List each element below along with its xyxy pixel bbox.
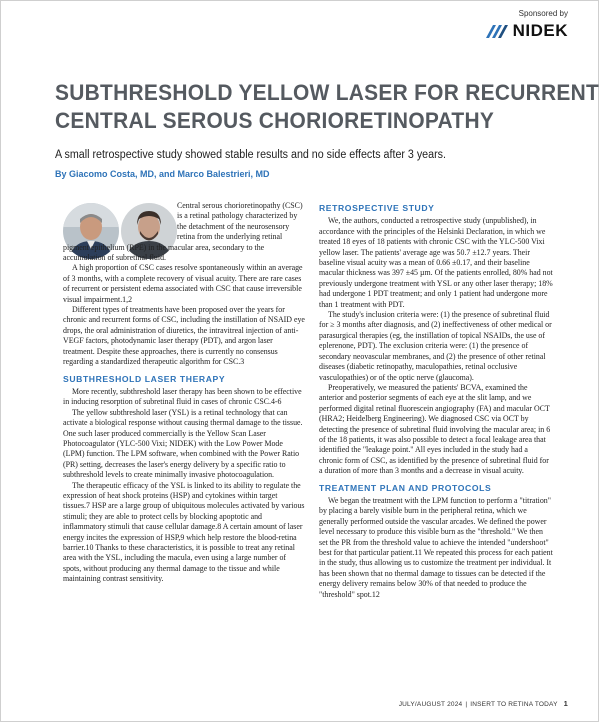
article-title-line-1: SUBTHRESHOLD YELLOW LASER FOR RECURRENT	[55, 80, 600, 105]
article-byline: By Giacomo Costa, MD, and Marco Balestrieri, MD	[55, 169, 270, 179]
right-column	[319, 201, 553, 600]
brand-name: NIDEK	[512, 21, 568, 40]
paragraph: The study's inclusion criteria were: (1) the presence of subretinal fluid for ≥ 3 months after diagnosis, and (2) ineffectiveness of other medical or parasurgical therapies (eg, the instillation of topical NSAIDs, the use of eplerenone, PDT). The exclusion criteria were: (1) the presence of secondary neovascular membranes, and (2) the presence of other retinal diseases (diabetic retinopathy, maculopathies, retinal occlusive vasculopathies) or of the optic nerve (glaucoma).	[319, 310, 552, 382]
brand-logo-block	[484, 21, 568, 41]
intro-paragraph: Central serous chorioretinopathy (CSC) is a retinal pathology characterized by the detachment of the neurosensory retina from the underlying retinal	[177, 201, 303, 242]
page-footer	[399, 699, 568, 708]
section-heading-treatment-plan: TREATMENT PLAN AND PROTOCOLS	[319, 482, 492, 493]
footer-publication: INSERT TO RETINA TODAY	[470, 701, 558, 708]
article-title-line-2: CENTRAL SEROUS CHORIORETINOPATHY	[55, 108, 495, 133]
intro-paragraph-continued: pigment epithelium (RPE) in the macular area, secondary to the accumulation of subretinal fluid.	[63, 242, 265, 263]
paragraph: We, the authors, conducted a retrospective study (unpublished), in accordance with the principles of the Helsinki Declaration, in which we treated 18 eyes of 18 patients with chronic CSC with the YLC-500 Vixi yellow laser. The patients' average age was 50.7 ±12.7 years. Their baseline visual acuity was a mean of 0.66 ±0.17, and their baseline macular thickness was 397 ±45 µm. Of the patients enrolled, 80% had not previously undergone treatment with YSL or any other laser therapy; 18% had undergone 1 PDT treatment; and only 1 patient had undergone more than 1 treatment with PDT.	[319, 216, 553, 309]
paragraph: A high proportion of CSC cases resolve spontaneously within an average of 3 months, with a complete recovery of visual acuity. There are rare cases of recurrent or persistent edema associated with CSC that cause irreversible visual impairment.1,2	[63, 263, 303, 304]
paragraph: More recently, subthreshold laser therapy has been shown to be effective in inducing resorption of subretinal fluid in cases of chronic CSC.4-6	[63, 386, 302, 407]
paragraph: The yellow subthreshold laser (YSL) is a retinal technology that can activate a biological response without causing thermal damage to the tissue. One such laser produced commercially is the Yellow Scan Laser Photocoagulator (YLC-500 Vixi; NIDEK) with the Low Power Mode (LPM) function. The LPM software, when combined with the Power Ratio (PR) setting, decreases the laser's energy delivery by a specific ratio to subthreshold levels to create minimally invasive photocoagulation.	[63, 407, 303, 480]
paragraph: Different types of treatments have been proposed over the years for chronic and recurrent forms of CSC, including the instillation of NSAID eye drops, the oral administration of diuretics, the intravitreal injection of anti-VEGF factors, photodynamic laser therapy (PDT), and argon laser treatment. Despite these approaches, there is currently no consensus regarding a standardized therapeutic algorithm for CSC.3	[63, 305, 305, 367]
article-title	[55, 79, 600, 135]
footer-issue: JULY/AUGUST 2024	[398, 701, 463, 708]
nidek-logo-icon	[484, 23, 510, 39]
paragraph: We began the treatment with the LPM function to perform a "titration" by placing a barely visible burn in the peripheral retina, which we generally performed outside the vascular arcades. We defined the power level necessary to produce this visible burn as the "threshold." We then set the PR from the threshold value to achieve the intended "undershoot" best for that particular patient.11 We repeated this process for each patient in the study, thus allowing us to customize the treatment per individual. It has been shown that no thermal damage to tissues can be detected if the energy delivery remains below 30% of that needed to produce the "threshold" spot.12	[319, 495, 553, 599]
sponsor-block	[484, 9, 568, 41]
section-heading-retrospective-study: RETROSPECTIVE STUDY	[319, 203, 435, 213]
footer-separator: |	[465, 701, 468, 708]
paragraph: Preoperatively, we measured the patients' BCVA, examined the anterior and posterior segments of each eye at the slit lamp, and we performed digital retinal fluorescein angiography (FA) and macular OCT (HRA2; Heidelberg Engineering). We diagnosed CSC via OCT by detecting the presence of subretinal fluid involving the macular area; in 6 of the 18 patients, it was also possible to detect a focal leakage area that identified the "leakage point." All eyes included in the study had a chronic form of CSC, as identified by the presence of subretinal fluid for a duration of more than 3 months and a decrease in visual acuity.	[319, 382, 551, 476]
paragraph: The therapeutic efficacy of the YSL is linked to its ability to regulate the expression of heat shock proteins (HSP) and cytokines within target tissues.7 HSP are a large group of ubiquitous molecules activated by various stimuli; they are able to protect cells by blocking apoptotic and inflammatory stimuli that cause cellular damage.8 A certain amount of laser energy incites the expression of HSP,9 which help restore the blood-retina barrier.10 Thanks to these characteristics, it is possible to treat any retinal area with the YSL, including the macula, even using a large number of spots, without producing any thermal damage to the tissue and while maintaining contrast sensitivity.	[63, 480, 305, 584]
section-heading-subthreshold-laser-therapy: SUBTHRESHOLD LASER THERAPY	[63, 373, 226, 384]
sponsor-label: Sponsored by	[518, 9, 568, 18]
page-number: 1	[563, 699, 568, 708]
left-column	[63, 201, 305, 585]
article-subtitle: A small retrospective study showed stable results and no side effects after 3 years.	[55, 149, 446, 161]
